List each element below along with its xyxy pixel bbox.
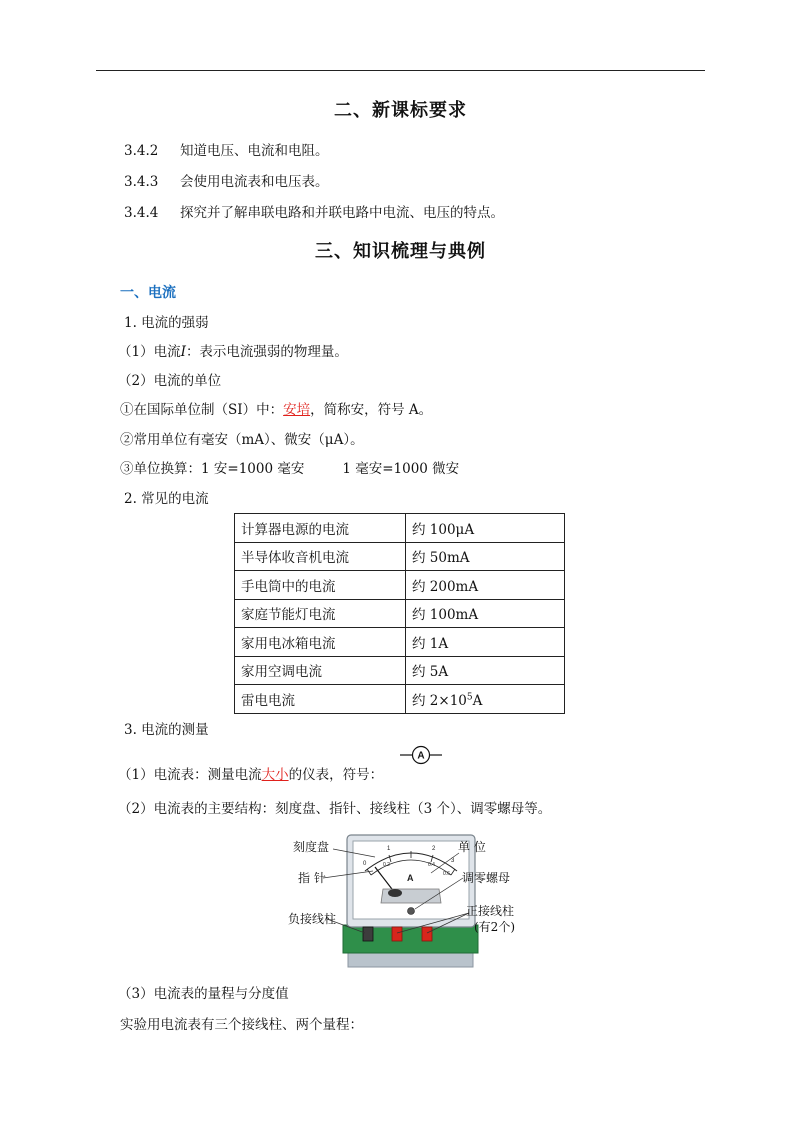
- ammeter-symbol-icon: [400, 744, 442, 766]
- paragraph-current-definition: （1）电流I：表示电流强弱的物理量。: [118, 344, 348, 360]
- paragraph-current-measurement: 3. 电流的测量: [124, 722, 209, 738]
- table-cell: 雷电电流: [235, 685, 406, 714]
- table-row: [235, 542, 565, 571]
- label-negative-terminal: 负接线柱: [288, 912, 337, 926]
- requirement-text: 知道电压、电流和电阻。: [180, 143, 329, 159]
- table-cell: 约 100mA: [406, 599, 565, 628]
- label-pointer: 指 针: [298, 871, 326, 885]
- label-positive-terminal: 正接线柱: [466, 904, 515, 918]
- requirement-text: 会使用电流表和电压表。: [180, 174, 329, 190]
- svg-text:0: 0: [363, 861, 367, 867]
- svg-text:0.4: 0.4: [428, 862, 435, 868]
- ammeter-definition: （1）电流表：测量电流大小的仪表，符号：: [118, 767, 384, 783]
- table-row: [235, 656, 565, 685]
- unit-conversion: ③单位换算：1 安=1000 毫安 1 毫安=1000 微安: [120, 461, 460, 477]
- table-cell: 家庭节能灯电流: [235, 599, 406, 628]
- ammeter-terminals-text: 实验用电流表有三个接线柱、两个量程：: [120, 1017, 363, 1033]
- svg-text:0.2: 0.2: [383, 862, 390, 868]
- requirement-number: 3.4.4: [124, 205, 159, 221]
- requirement-number: 3.4.2: [124, 143, 159, 159]
- label-zero-adjust-nut: 调零螺母: [462, 871, 511, 885]
- common-currents-table: [234, 513, 565, 714]
- highlight-ampere: 安培: [283, 402, 311, 418]
- label-positive-terminal-count: (有2个): [474, 920, 515, 934]
- unit-si: ①在国际单位制（SI）中：安培，简称安，符号 A。: [120, 402, 433, 418]
- requirement-item: [124, 170, 329, 190]
- table-row: [235, 514, 565, 543]
- paragraph-common-currents: 2. 常见的电流: [124, 491, 209, 507]
- table-row: [235, 599, 565, 628]
- label-unit: 单 位: [458, 840, 486, 854]
- positive-terminal-2: [422, 927, 432, 941]
- table-cell: 约 1A: [406, 628, 565, 657]
- table-cell: 手电筒中的电流: [235, 571, 406, 600]
- table-cell: 约 100μA: [406, 514, 565, 543]
- table-cell: 半导体收音机电流: [235, 542, 406, 571]
- pointer-pivot: [388, 889, 402, 897]
- svg-text:A: A: [407, 873, 414, 883]
- unit-common: ②常用单位有毫安（mA）、微安（μA）。: [120, 432, 364, 448]
- section-heading-knowledge: 三、知识梳理与典例: [315, 241, 486, 262]
- table-row: [235, 685, 565, 714]
- table-cell: 约 200mA: [406, 571, 565, 600]
- svg-text:3: 3: [451, 858, 455, 864]
- positive-terminal-1: [392, 927, 402, 941]
- requirement-item: [124, 201, 504, 221]
- table-cell: 约 $2\times 10^5A$: [406, 685, 565, 714]
- requirement-text: 探究并了解串联电路和并联电路中电流、电压的特点。: [180, 205, 504, 221]
- svg-text:1: 1: [387, 846, 391, 852]
- label-dial: 刻度盘: [293, 840, 330, 854]
- table-row: [235, 628, 565, 657]
- requirement-item: [124, 139, 329, 159]
- subsection-heading-current: 一、电流: [120, 285, 176, 301]
- requirement-number: 3.4.3: [124, 174, 159, 190]
- svg-text:A: A: [417, 750, 425, 762]
- svg-text:2: 2: [432, 846, 436, 852]
- zero-adjust-screw: [408, 908, 415, 915]
- table-cell: 计算器电源的电流: [235, 514, 406, 543]
- ammeter-structure: （2）电流表的主要结构：刻度盘、指针、接线柱（3 个）、调零螺母等。: [118, 801, 552, 817]
- table-cell: 约 50mA: [406, 542, 565, 571]
- ammeter-range-heading: （3）电流表的量程与分度值: [118, 986, 289, 1002]
- top-rule: [96, 70, 705, 71]
- svg-text:0.6: 0.6: [443, 871, 450, 877]
- highlight-magnitude: 大小: [261, 767, 289, 783]
- negative-terminal: [363, 927, 373, 941]
- paragraph-current-unit: （2）电流的单位: [118, 373, 222, 389]
- table-cell: 家用电冰箱电流: [235, 628, 406, 657]
- table-cell: 家用空调电流: [235, 656, 406, 685]
- current-symbol: I: [180, 344, 186, 360]
- paragraph-current-strength: 1. 电流的强弱: [124, 315, 209, 331]
- table-row: [235, 571, 565, 600]
- table-cell: 约 5A: [406, 656, 565, 685]
- section-heading-requirements: 二、新课标要求: [334, 100, 467, 121]
